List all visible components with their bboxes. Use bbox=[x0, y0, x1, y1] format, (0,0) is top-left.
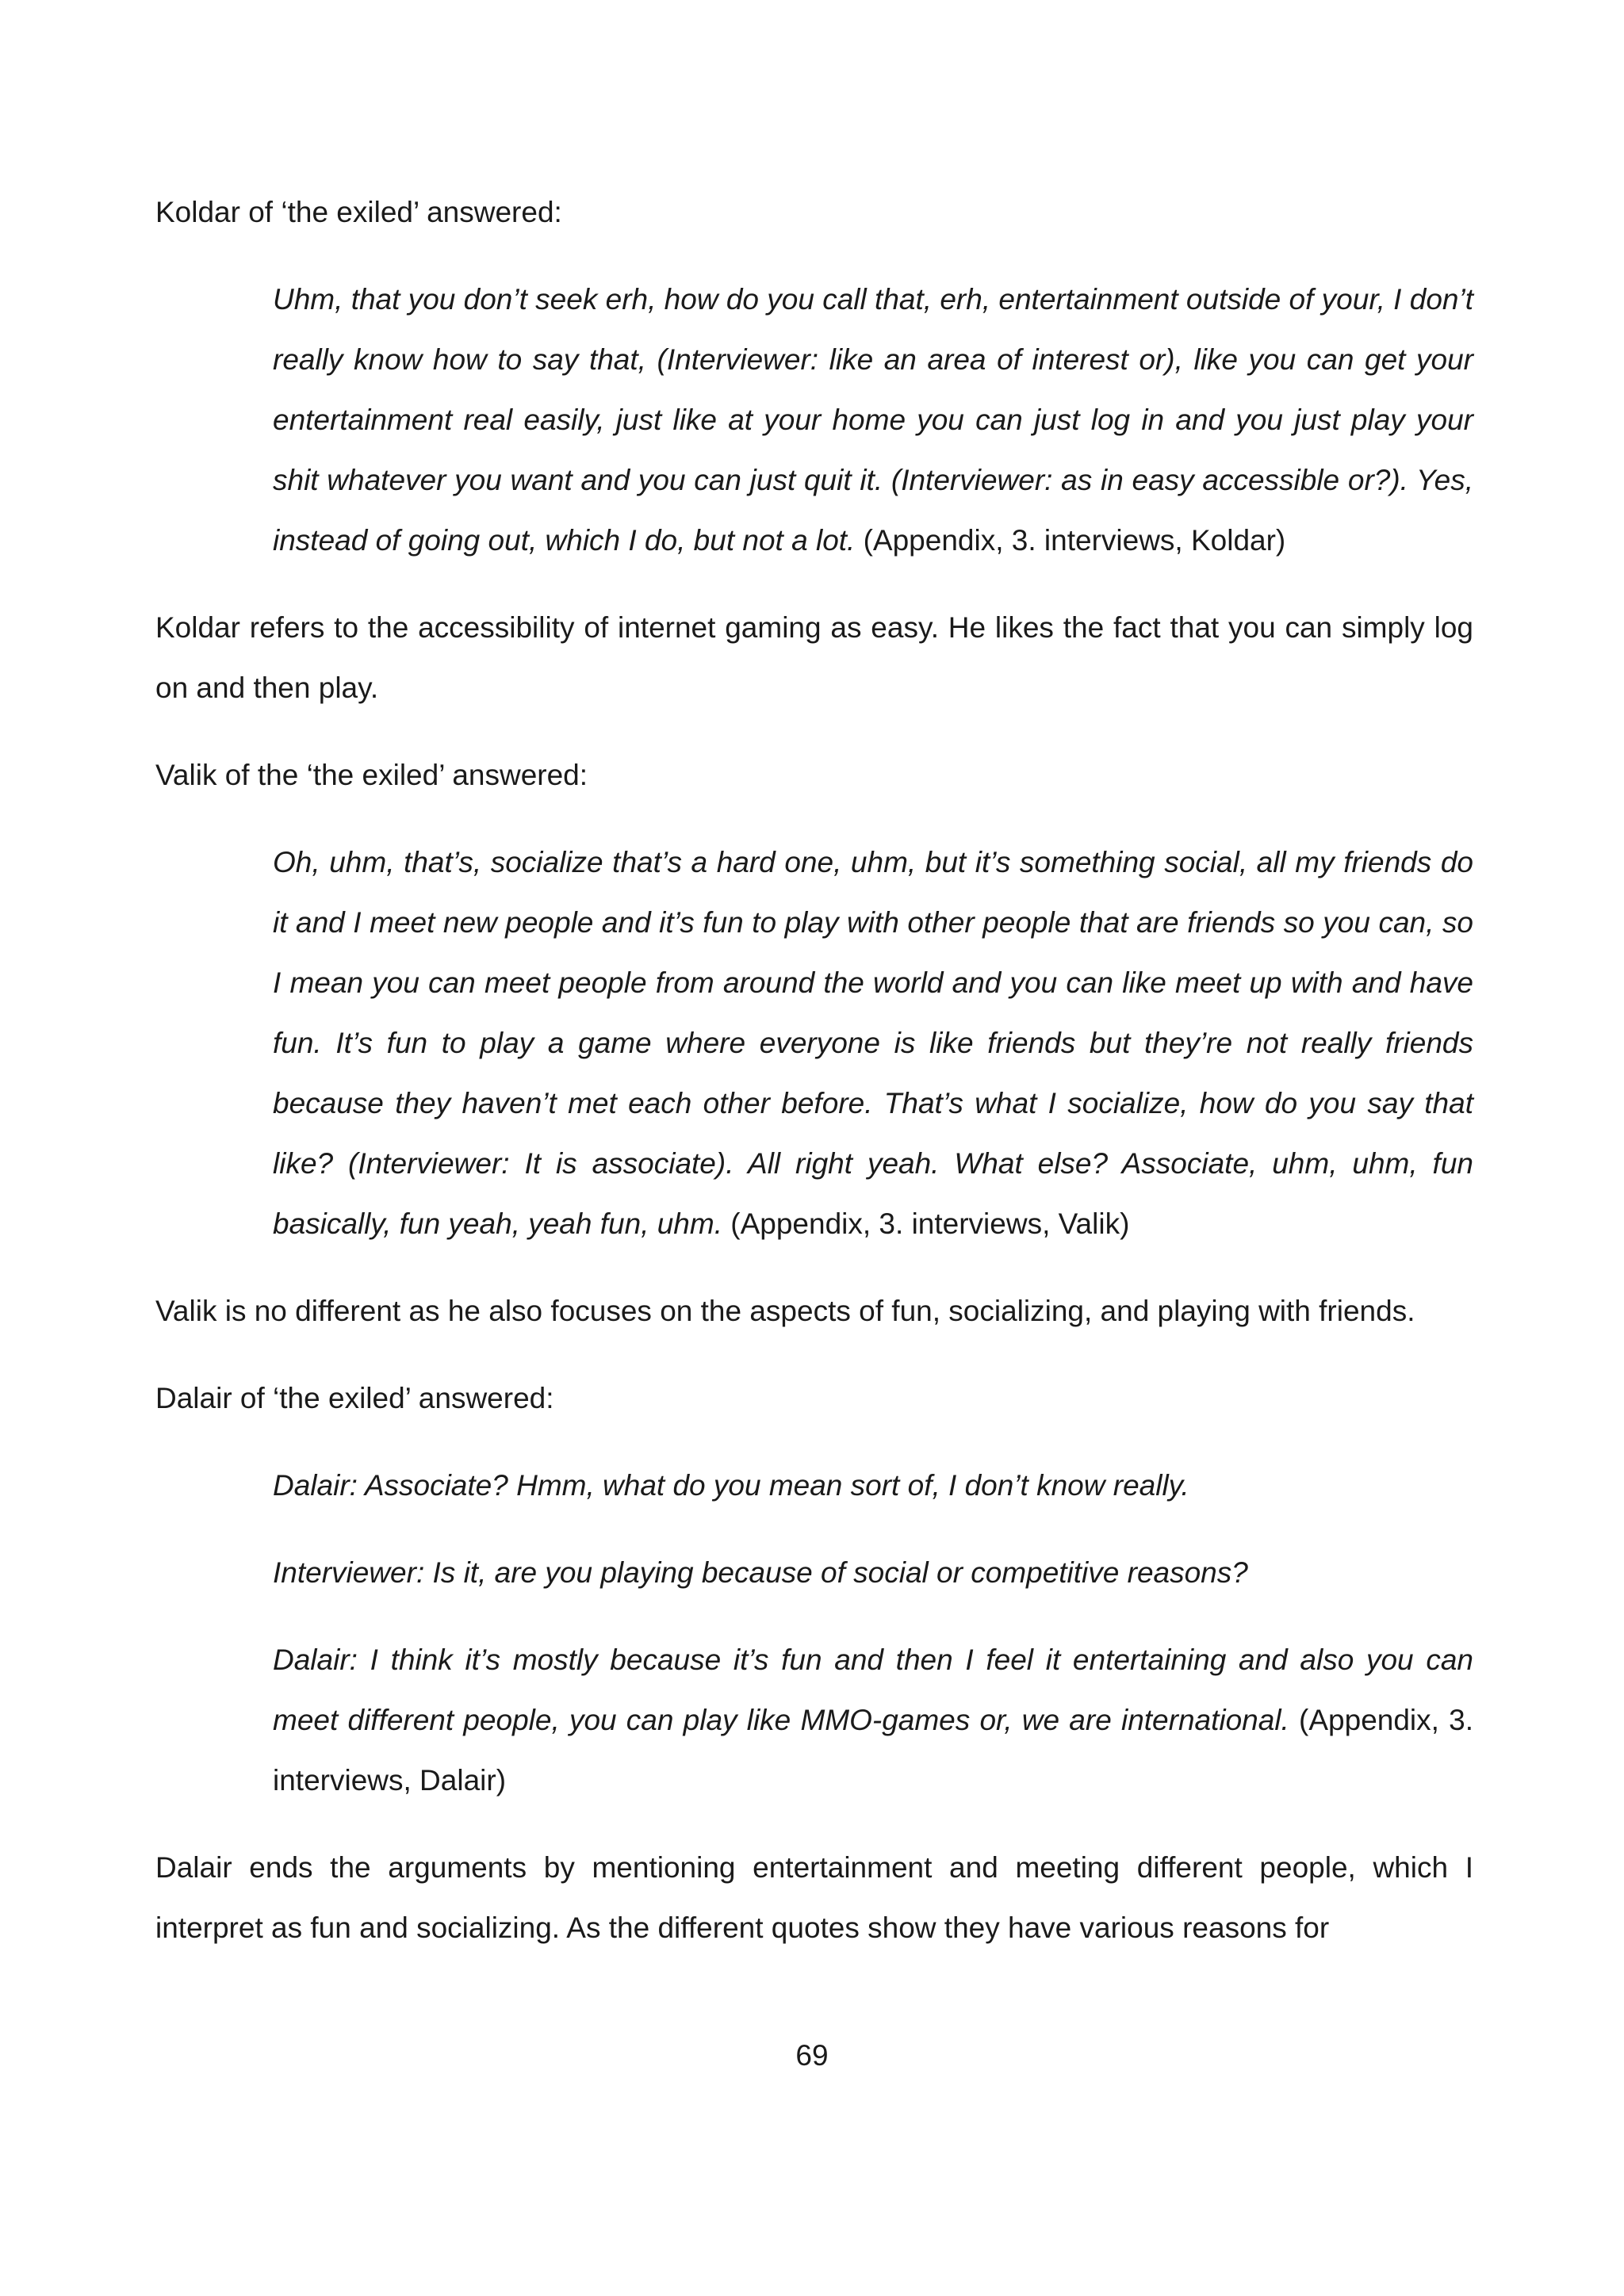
intro-valik: Valik of the ‘the exiled’ answered: bbox=[155, 759, 588, 791]
quote-text: Interviewer: Is it, are you playing because of social or competitive reasons? bbox=[273, 1556, 1248, 1589]
intro-koldar: Koldar of ‘the exiled’ answered: bbox=[155, 196, 562, 228]
quote-citation: (Appendix, 3. interviews, Valik) bbox=[722, 1207, 1130, 1240]
intro-dalair: Dalair of ‘the exiled’ answered: bbox=[155, 1382, 554, 1414]
quote-citation: (Appendix, 3. interviews, Dalair) bbox=[273, 1704, 1473, 1797]
block-quote-dalair-line-2 bbox=[273, 1543, 1473, 1603]
page-number: 69 bbox=[795, 2039, 829, 2072]
page-body bbox=[155, 182, 1473, 1958]
quote-text: Dalair: I think it’s mostly because it’s fun and then I feel it entertaining and also you can meet different people, you can play like MMO-games or, we are international. bbox=[273, 1644, 1473, 1736]
block-quote-dalair-line-1 bbox=[273, 1456, 1473, 1516]
quote-text: Dalair: Associate? Hmm, what do you mean sort of, I don’t know really. bbox=[273, 1469, 1189, 1502]
block-quote-koldar bbox=[273, 270, 1473, 571]
quote-text: Uhm, that you don’t seek erh, how do you call that, erh, entertainment outside of your, I don’t really know how to say that, (Interviewer: like an area of interest or), like you can get your entertainment real easily, just like at your home you can just log in and you just play your shit whatever you want and you can just quit it. (Interviewer: as in easy accessible or?). Yes, instead of going out, which I do, but not a lot. bbox=[273, 283, 1473, 557]
quote-text: Oh, uhm, that’s, socialize that’s a hard one, uhm, but it’s something social, all my friends do it and I meet new people and it’s fun to play with other people that are friends so you can, so I mean you can meet people from around the world and you can like meet up with and have fun. It’s fun to play a game where everyone is like friends but they’re not really friends because they haven’t met each other before. That’s what I socialize, how do you say that like? (Interviewer: It is associate). All right yeah. What else? Associate, uhm, uhm, fun basically, fun yeah, yeah fun, uhm. bbox=[273, 846, 1473, 1240]
block-quote-valik bbox=[273, 832, 1473, 1254]
comment-valik: Valik is no different as he also focuses on the aspects of fun, socializing, and playing with friends. bbox=[155, 1295, 1415, 1327]
comment-koldar: Koldar refers to the accessibility of internet gaming as easy. He likes the fact that you can simply log on and then play. bbox=[155, 611, 1473, 704]
quote-citation: (Appendix, 3. interviews, Koldar) bbox=[855, 524, 1286, 557]
comment-dalair: Dalair ends the arguments by mentioning entertainment and meeting different people, which I interpret as fun and socializing. As the different quotes show they have various reasons for bbox=[155, 1851, 1473, 1944]
block-quote-dalair-line-3 bbox=[273, 1630, 1473, 1811]
